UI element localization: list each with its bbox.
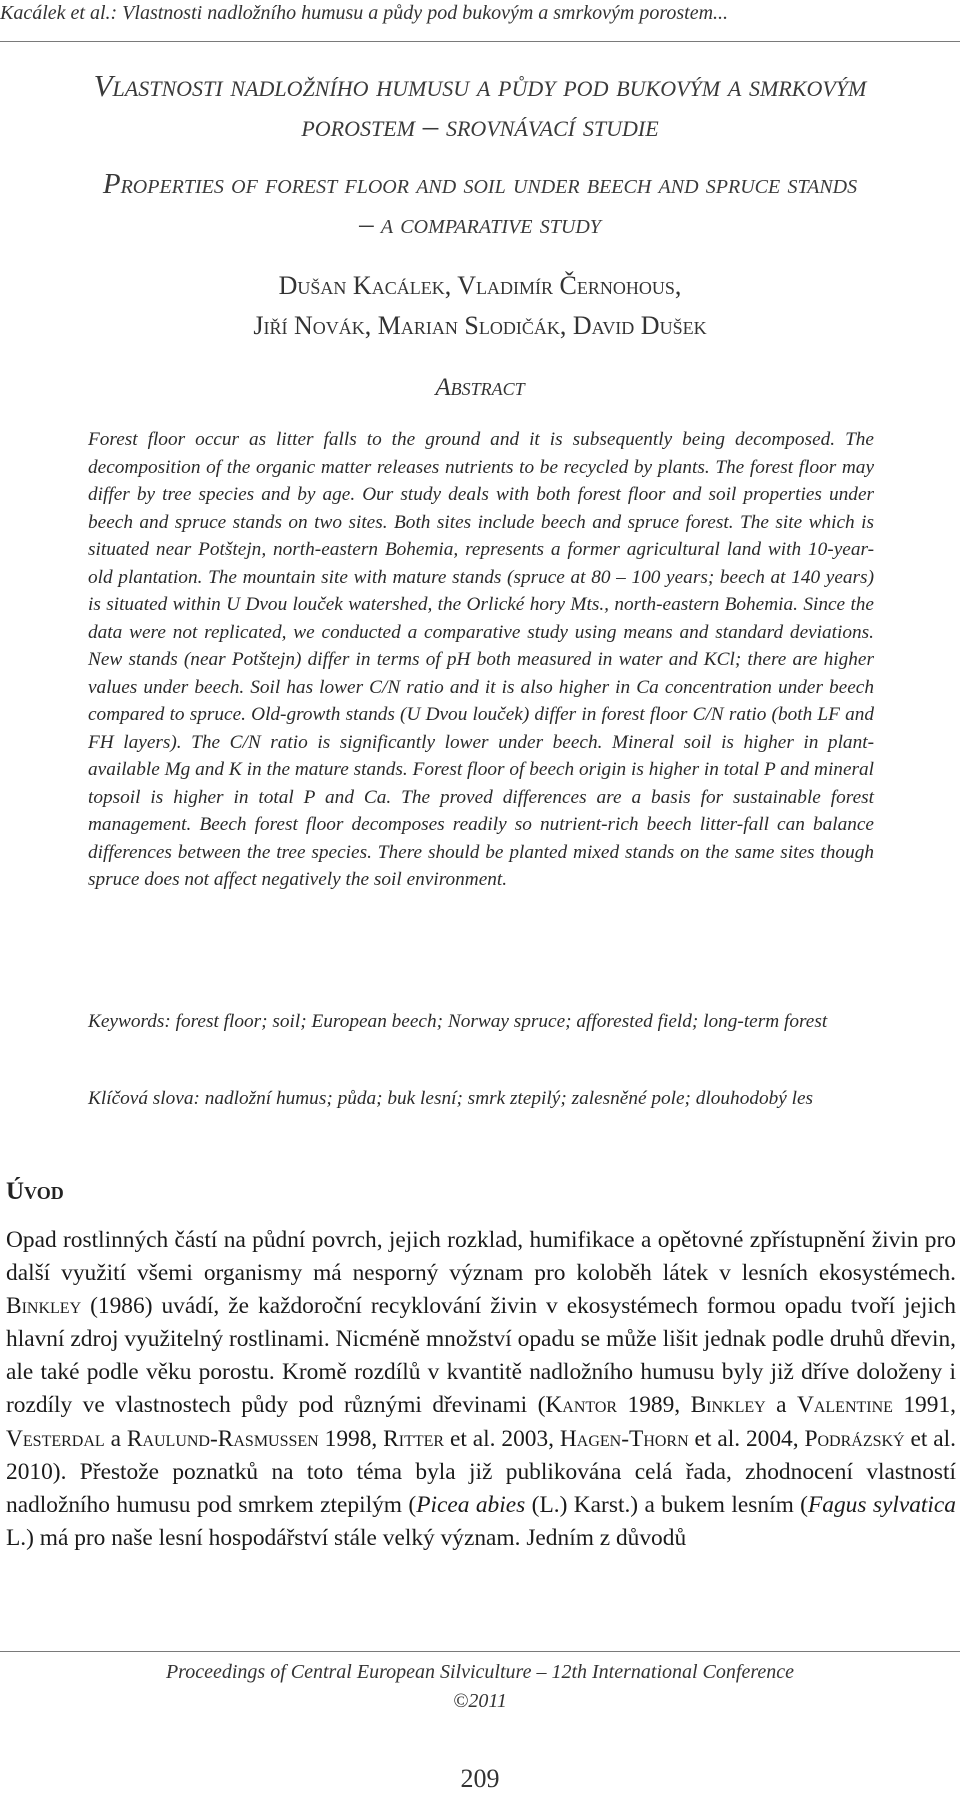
body-text-run: et al. 2004,	[688, 1425, 805, 1452]
body-text-run: a	[765, 1392, 797, 1419]
body-text-run: (1986) uvádí, že každoroční recyklování živin v ekosystémech formou opadu tvoří jejich hlavní zdroj využitelný rostlinami. Nicméně množství opadu se může lišit jednak podle druhů dřevin, ale také podle věku porostu. Kromě rozdílů v kvantitě nadložního humusu byly již dříve doloženy i rozdíly ve vlastnostech půdy pod různými dřevinami (	[6, 1293, 956, 1419]
header-rule	[0, 41, 960, 42]
abstract-text: Forest floor occur as litter falls to the ground and it is subsequently being decomposed. The decomposition of the organic matter releases nutrients to be recycled by plants. The forest floor may differ by tree species and by age. Our study deals with both forest floor and soil properties under beech and spruce stands on two sites. Both sites include beech and spruce forest. The site which is situated near Potštejn, north-eastern Bohemia, represents a former agricultural land with 10-year-old plantation. The mountain site with mature stands (spruce at 80 – 100 years; beech at 140 years) is situated within U Dvou louček watershed, the Orlické hory Mts., north-eastern Bohemia. Since the data were not replicated, we conducted a comparative study using means and standard deviations. New stands (near Potštejn) differ in terms of pH both measured in water and KCl; there are higher values under beech. Soil has lower C/N ratio and it is also higher in Ca concentration under beech compared to spruce. Old-growth stands (U Dvou louček) differ in forest floor C/N ratio (both LF and FH layers). The C/N ratio is significantly lower under beech. Mineral soil is higher in plant-available Mg and K in the mature stands. Forest floor of beech origin is higher in total P and mineral topsoil is higher in total P and Ca. The proved differences are a basis for sustainable forest management. Beech forest floor decomposes readily so nutrient-rich beech litter-fall can balance differences between the tree species. There should be planted mixed stands on the same sites though spruce does not affect negatively the soil environment.	[88, 429, 874, 890]
body-text-run: 1989,	[617, 1392, 691, 1419]
english-title	[0, 164, 960, 244]
english-title-line-2: – a comparative study	[359, 208, 601, 240]
species-name: Picea abies	[416, 1491, 526, 1518]
citation-author: Podrázský	[804, 1425, 905, 1452]
body-text-run: Opad rostlinných částí na půdní povrch, jejich rozklad, humifikace a opětovné zpřístupnění živin pro další využití všemi organismy má nesporný význam pro koloběh látek v lesních ekosystémech.	[6, 1227, 956, 1287]
english-title-line-1: Properties of forest floor and soil under beech and spruce stands	[102, 168, 858, 200]
body-text-run: 1991,	[892, 1392, 956, 1419]
keywords: Keywords: forest floor; soil; European beech; Norway spruce; afforested field; long-term forest	[88, 1011, 828, 1032]
czech-keywords: Klíčová slova: nadložní humus; půda; buk lesní; smrk ztepilý; zalesněné pole; dlouhodobý les	[88, 1088, 814, 1109]
citation-author: Ritter	[383, 1425, 445, 1452]
citation-author: Vesterdal	[6, 1425, 105, 1452]
author-list	[0, 266, 960, 346]
citation-author: Hagen-Thorn	[559, 1425, 689, 1452]
body-text-run: a	[104, 1425, 127, 1452]
copyright-footer: ©2011	[453, 1690, 507, 1712]
citation-author: Binkley	[6, 1293, 82, 1320]
body-text-run: 1998,	[318, 1425, 384, 1452]
abstract-heading: Abstract	[435, 374, 525, 401]
page-number: 209	[460, 1764, 500, 1793]
czech-title-line-1: Vlastnosti nadložního humusu a půdy pod bukovým a smrkovým	[93, 68, 867, 103]
body-text-run: L.) má pro naše lesní hospodářství stále velký význam. Jedním z důvodů	[6, 1524, 687, 1551]
author-line-1: Dušan Kacálek, Vladimír Černohous,	[278, 271, 682, 300]
footer-rule	[0, 1651, 960, 1652]
czech-title	[0, 66, 960, 146]
running-head: Kacálek et al.: Vlastnosti nadložního humusu a půdy pod bukovým a smrkovým porostem...	[0, 2, 729, 24]
introduction-body	[6, 1224, 956, 1555]
species-name: Fagus sylvatica	[807, 1491, 956, 1518]
body-text-run: et al. 2003,	[444, 1425, 560, 1452]
body-text-run: (L.) Karst.) a bukem lesním (	[525, 1491, 808, 1518]
conference-footer: Proceedings of Central European Silviculture – 12th International Conference	[165, 1661, 795, 1683]
citation-author: Raulund-Rasmussen	[126, 1425, 319, 1452]
citation-author: Kantor	[545, 1392, 618, 1419]
czech-title-line-2: porostem – srovnávací studie	[301, 108, 659, 143]
citation-author: Valentine	[796, 1392, 893, 1419]
introduction-paragraph	[6, 1224, 956, 1555]
citation-author: Binkley	[690, 1392, 766, 1419]
body-text-run: et al. 2010). Přestože poznatků na toto téma byla již publikována celá řada, zhodnocení vlastností nadložního humusu pod smrkem ztepilým (	[6, 1425, 957, 1518]
section-heading-uvod: Úvod	[6, 1178, 64, 1205]
author-line-2: Jiří Novák, Marian Slodičák, David Dušek	[253, 311, 707, 340]
